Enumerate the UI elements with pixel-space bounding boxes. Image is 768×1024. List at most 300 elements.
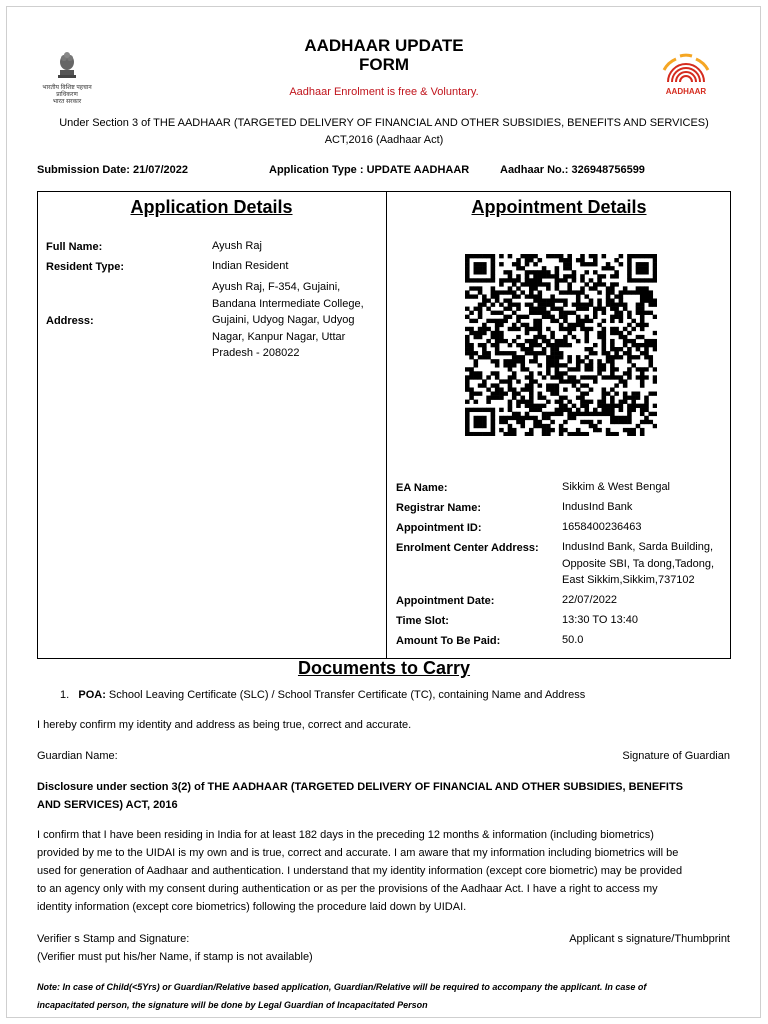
qr-module xyxy=(546,311,551,315)
qr-module xyxy=(469,408,474,412)
qr-module xyxy=(606,408,611,412)
qr-module xyxy=(559,307,564,311)
qr-module xyxy=(640,367,645,371)
qr-module xyxy=(593,315,598,319)
qr-module xyxy=(563,311,568,315)
qr-module xyxy=(538,383,543,387)
qr-module xyxy=(482,294,487,298)
qr-module xyxy=(606,303,611,307)
qr-module xyxy=(550,420,555,424)
qr-module xyxy=(542,270,547,274)
qr-module xyxy=(491,371,496,375)
qr-module xyxy=(503,379,508,383)
qr-module xyxy=(469,311,474,315)
qr-module xyxy=(636,303,641,307)
qr-module xyxy=(636,266,641,270)
qr-module xyxy=(563,327,568,331)
qr-module xyxy=(610,298,615,302)
qr-module xyxy=(538,303,543,307)
qr-module xyxy=(503,270,508,274)
qr-module xyxy=(478,286,483,290)
qr-module xyxy=(491,311,496,315)
qr-module xyxy=(474,363,479,367)
qr-module xyxy=(584,339,589,343)
qr-module xyxy=(482,383,487,387)
qr-module xyxy=(525,375,530,379)
qr-module xyxy=(593,379,598,383)
qr-module xyxy=(614,294,619,298)
qr-module xyxy=(550,383,555,387)
qr-module xyxy=(559,363,564,367)
qr-module xyxy=(529,347,534,351)
qr-module xyxy=(478,392,483,396)
qr-module xyxy=(640,303,645,307)
qr-module xyxy=(529,258,534,262)
qr-module xyxy=(653,254,657,258)
qr-module xyxy=(559,412,564,416)
qr-module xyxy=(636,396,641,400)
qr-module xyxy=(469,392,474,396)
qr-module xyxy=(610,359,615,363)
qr-module xyxy=(465,367,470,371)
qr-module xyxy=(538,270,543,274)
qr-module xyxy=(559,355,564,359)
qr-module xyxy=(653,331,657,335)
qr-module xyxy=(602,408,607,412)
qr-module xyxy=(584,262,589,266)
qr-module xyxy=(491,416,496,420)
qr-module xyxy=(653,424,657,428)
qr-module xyxy=(559,375,564,379)
qr-module xyxy=(491,335,496,339)
qr-module xyxy=(538,274,543,278)
qr-module xyxy=(550,294,555,298)
qr-module xyxy=(623,327,628,331)
qr-module xyxy=(546,387,551,391)
qr-module xyxy=(593,307,598,311)
qr-module xyxy=(597,331,602,335)
qr-module xyxy=(653,315,657,319)
qr-module xyxy=(538,335,543,339)
qr-module xyxy=(546,254,551,258)
qr-module xyxy=(486,319,491,323)
qr-module xyxy=(482,379,487,383)
qr-module xyxy=(589,351,594,355)
qr-module xyxy=(533,420,538,424)
qr-module xyxy=(503,420,508,424)
qr-module xyxy=(478,266,483,270)
qr-module xyxy=(465,420,470,424)
qr-module xyxy=(482,347,487,351)
qr-module xyxy=(644,355,649,359)
qr-module xyxy=(465,375,470,379)
qr-module xyxy=(538,298,543,302)
qr-module xyxy=(631,327,636,331)
qr-module xyxy=(593,311,598,315)
qr-module xyxy=(546,315,551,319)
qr-module xyxy=(529,282,534,286)
qr-module xyxy=(550,347,555,351)
qr-module xyxy=(559,351,564,355)
qr-module xyxy=(465,424,470,428)
qr-module xyxy=(482,331,487,335)
qr-module xyxy=(516,262,521,266)
qr-module xyxy=(520,282,525,286)
qr-module xyxy=(619,262,624,266)
qr-module xyxy=(559,371,564,375)
qr-module xyxy=(619,254,624,258)
qr-module xyxy=(499,408,504,412)
qr-module xyxy=(478,355,483,359)
qr-module xyxy=(580,323,585,327)
qr-module xyxy=(546,355,551,359)
qr-module xyxy=(580,392,585,396)
qr-module xyxy=(491,303,496,307)
qr-module xyxy=(610,432,615,436)
qr-module xyxy=(563,298,568,302)
qr-module xyxy=(550,359,555,363)
qr-module xyxy=(627,323,632,327)
qr-module xyxy=(640,371,645,375)
qr-module xyxy=(495,375,500,379)
qr-module xyxy=(648,363,653,367)
qr-module xyxy=(491,254,496,258)
qr-module xyxy=(546,432,551,436)
qr-module xyxy=(508,315,513,319)
consent-line: to an agency only with my consent during authentication or as per the provisions of the Aadhaar Act. I have a right to access my xyxy=(37,883,658,895)
qr-module xyxy=(482,424,487,428)
qr-module xyxy=(644,339,649,343)
qr-module xyxy=(563,335,568,339)
qr-module xyxy=(559,298,564,302)
qr-module xyxy=(550,412,555,416)
qr-module xyxy=(465,335,470,339)
amount-value: 50.0 xyxy=(562,634,584,646)
qr-module xyxy=(469,396,474,400)
qr-module xyxy=(627,428,632,432)
qr-module xyxy=(550,307,555,311)
qr-module xyxy=(520,363,525,367)
qr-module xyxy=(516,294,521,298)
qr-module xyxy=(525,347,530,351)
application-type: Application Type : UPDATE AADHAAR xyxy=(269,164,470,176)
qr-module xyxy=(636,343,641,347)
qr-module xyxy=(474,331,479,335)
qr-module xyxy=(516,315,521,319)
qr-module xyxy=(486,298,491,302)
qr-module xyxy=(508,375,513,379)
qr-module xyxy=(499,339,504,343)
qr-module xyxy=(636,270,641,274)
document-item-number: 1. xyxy=(60,689,70,701)
qr-module xyxy=(516,303,521,307)
qr-module xyxy=(559,400,564,404)
qr-module xyxy=(478,416,483,420)
qr-module xyxy=(602,351,607,355)
qr-module xyxy=(512,311,517,315)
qr-module xyxy=(555,278,560,282)
qr-module xyxy=(614,383,619,387)
qr-module xyxy=(469,355,474,359)
qr-module xyxy=(550,335,555,339)
qr-module xyxy=(516,266,521,270)
qr-module xyxy=(614,315,619,319)
qr-module xyxy=(525,351,530,355)
qr-module xyxy=(533,286,538,290)
qr-module xyxy=(580,258,585,262)
qr-module xyxy=(555,307,560,311)
qr-module xyxy=(644,400,649,404)
qr-module xyxy=(533,327,538,331)
qr-module xyxy=(572,416,577,420)
qr-module xyxy=(491,278,496,282)
qr-module xyxy=(525,412,530,416)
qr-module xyxy=(525,383,530,387)
qr-module xyxy=(542,311,547,315)
qr-module xyxy=(567,408,572,412)
qr-module xyxy=(584,432,589,436)
qr-module xyxy=(576,379,581,383)
qr-module xyxy=(576,290,581,294)
qr-module xyxy=(563,428,568,432)
qr-module xyxy=(529,311,534,315)
qr-module xyxy=(486,432,491,436)
qr-module xyxy=(533,408,538,412)
qr-module xyxy=(580,254,585,258)
qr-module xyxy=(602,404,607,408)
qr-module xyxy=(631,278,636,282)
qr-module xyxy=(614,420,619,424)
qr-module xyxy=(563,387,568,391)
qr-module xyxy=(516,286,521,290)
qr-module xyxy=(593,428,598,432)
qr-module xyxy=(614,307,619,311)
qr-module xyxy=(491,343,496,347)
qr-module xyxy=(610,400,615,404)
disclosure-line: Disclosure under section 3(2) of THE AADHAAR (TARGETED DELIVERY OF FINANCIAL AND OTHER SUBSIDIES, BENEFITS xyxy=(37,781,684,793)
qr-module xyxy=(555,400,560,404)
qr-module xyxy=(640,270,645,274)
qr-module xyxy=(495,327,500,331)
qr-module xyxy=(512,375,517,379)
center-address-line: IndusInd Bank, Sarda Building, xyxy=(562,541,714,553)
qr-module xyxy=(503,392,508,396)
qr-module xyxy=(567,400,572,404)
qr-module xyxy=(563,363,568,367)
qr-module xyxy=(627,416,632,420)
qr-module xyxy=(584,315,589,319)
qr-module xyxy=(555,270,560,274)
qr-module xyxy=(602,363,607,367)
qr-module xyxy=(520,367,525,371)
qr-module xyxy=(508,290,513,294)
qr-module xyxy=(606,404,611,408)
qr-module xyxy=(529,432,534,436)
qr-module xyxy=(555,319,560,323)
qr-module xyxy=(538,363,543,367)
qr-module xyxy=(486,307,491,311)
qr-module xyxy=(559,396,564,400)
qr-module xyxy=(636,311,641,315)
qr-module xyxy=(538,323,543,327)
qr-module xyxy=(508,343,513,347)
qr-module xyxy=(474,408,479,412)
qr-module xyxy=(640,278,645,282)
qr-module xyxy=(593,351,598,355)
qr-module xyxy=(529,408,534,412)
qr-module xyxy=(563,420,568,424)
qr-module xyxy=(559,343,564,347)
document-item xyxy=(60,689,585,701)
qr-module xyxy=(550,351,555,355)
qr-module xyxy=(653,339,657,343)
qr-module xyxy=(546,298,551,302)
qr-module xyxy=(525,323,530,327)
qr-module xyxy=(533,359,538,363)
qr-module xyxy=(491,266,496,270)
address-line: Gujaini, Udyog Nagar, Udyog xyxy=(212,314,355,326)
qr-module xyxy=(610,347,615,351)
qr-module xyxy=(465,290,470,294)
qr-module xyxy=(465,351,470,355)
qr-module xyxy=(495,363,500,367)
qr-module xyxy=(610,371,615,375)
qr-module xyxy=(542,428,547,432)
qr-module xyxy=(533,335,538,339)
ea-name-label: EA Name: xyxy=(396,482,448,494)
qr-module xyxy=(555,359,560,363)
qr-module xyxy=(491,412,496,416)
qr-module xyxy=(619,400,624,404)
note-line: Note: In case of Child(<5Yrs) or Guardian/Relative based application, Guardian/Relative will be required to accompany the applicant. In case of xyxy=(37,982,647,992)
qr-module xyxy=(597,400,602,404)
qr-module xyxy=(508,416,513,420)
qr-module xyxy=(572,375,577,379)
qr-module xyxy=(636,262,641,266)
qr-module xyxy=(512,355,517,359)
qr-module xyxy=(520,254,525,258)
qr-module xyxy=(495,351,500,355)
qr-module xyxy=(602,266,607,270)
qr-module xyxy=(606,428,611,432)
free-notice: Aadhaar Enrolment is free & Voluntary. xyxy=(289,86,479,98)
qr-module xyxy=(584,392,589,396)
qr-module xyxy=(610,315,615,319)
qr-module xyxy=(465,270,470,274)
appointment-date-value: 22/07/2022 xyxy=(562,594,618,606)
qr-module xyxy=(529,396,534,400)
qr-module xyxy=(538,290,543,294)
qr-module xyxy=(631,254,636,258)
qr-module xyxy=(555,383,560,387)
qr-module xyxy=(567,375,572,379)
qr-module xyxy=(491,359,496,363)
qr-module xyxy=(520,387,525,391)
qr-module xyxy=(572,379,577,383)
qr-module xyxy=(474,278,479,282)
qr-module xyxy=(469,375,474,379)
qr-module xyxy=(495,323,500,327)
qr-module xyxy=(478,327,483,331)
qr-module xyxy=(491,383,496,387)
application-details-heading: Application Details xyxy=(130,197,293,217)
qr-module xyxy=(653,367,657,371)
qr-module xyxy=(567,412,572,416)
qr-module xyxy=(508,363,513,367)
qr-module xyxy=(584,375,589,379)
qr-module xyxy=(602,339,607,343)
qr-module xyxy=(584,363,589,367)
qr-module xyxy=(584,327,589,331)
qr-module xyxy=(580,278,585,282)
qr-module xyxy=(550,375,555,379)
qr-module xyxy=(640,351,645,355)
qr-module xyxy=(525,262,530,266)
qr-module xyxy=(563,303,568,307)
under-section-line2: ACT,2016 (Aadhaar Act) xyxy=(324,134,444,146)
qr-module xyxy=(495,343,500,347)
qr-module xyxy=(619,335,624,339)
qr-module xyxy=(550,274,555,278)
qr-module xyxy=(610,331,615,335)
qr-module xyxy=(516,412,521,416)
qr-module xyxy=(550,343,555,347)
qr-module xyxy=(465,315,470,319)
qr-module xyxy=(491,294,496,298)
qr-module xyxy=(525,400,530,404)
qr-module xyxy=(525,416,530,420)
qr-module xyxy=(546,428,551,432)
qr-module xyxy=(648,303,653,307)
qr-module xyxy=(606,412,611,416)
qr-module xyxy=(614,311,619,315)
qr-module xyxy=(602,412,607,416)
qr-module xyxy=(567,343,572,347)
qr-module xyxy=(508,286,513,290)
qr-module xyxy=(602,387,607,391)
qr-module xyxy=(619,319,624,323)
qr-module xyxy=(486,355,491,359)
qr-module xyxy=(512,432,517,436)
qr-module xyxy=(589,303,594,307)
qr-module xyxy=(499,420,504,424)
qr-module xyxy=(491,420,496,424)
qr-module xyxy=(512,262,517,266)
qr-module xyxy=(491,392,496,396)
qr-module xyxy=(474,294,479,298)
qr-module xyxy=(576,387,581,391)
qr-module xyxy=(499,379,504,383)
qr-module xyxy=(529,371,534,375)
qr-module xyxy=(499,335,504,339)
qr-module xyxy=(495,290,500,294)
qr-module xyxy=(584,367,589,371)
qr-module xyxy=(644,262,649,266)
qr-module xyxy=(576,396,581,400)
qr-module xyxy=(542,335,547,339)
qr-module xyxy=(627,375,632,379)
details-divider xyxy=(386,191,387,659)
qr-module xyxy=(580,274,585,278)
qr-module xyxy=(546,359,551,363)
qr-module xyxy=(512,371,517,375)
qr-module xyxy=(593,375,598,379)
qr-module xyxy=(482,303,487,307)
guardian-name-label: Guardian Name: xyxy=(37,750,118,762)
qr-module xyxy=(474,335,479,339)
qr-module xyxy=(529,278,534,282)
qr-module xyxy=(529,294,534,298)
